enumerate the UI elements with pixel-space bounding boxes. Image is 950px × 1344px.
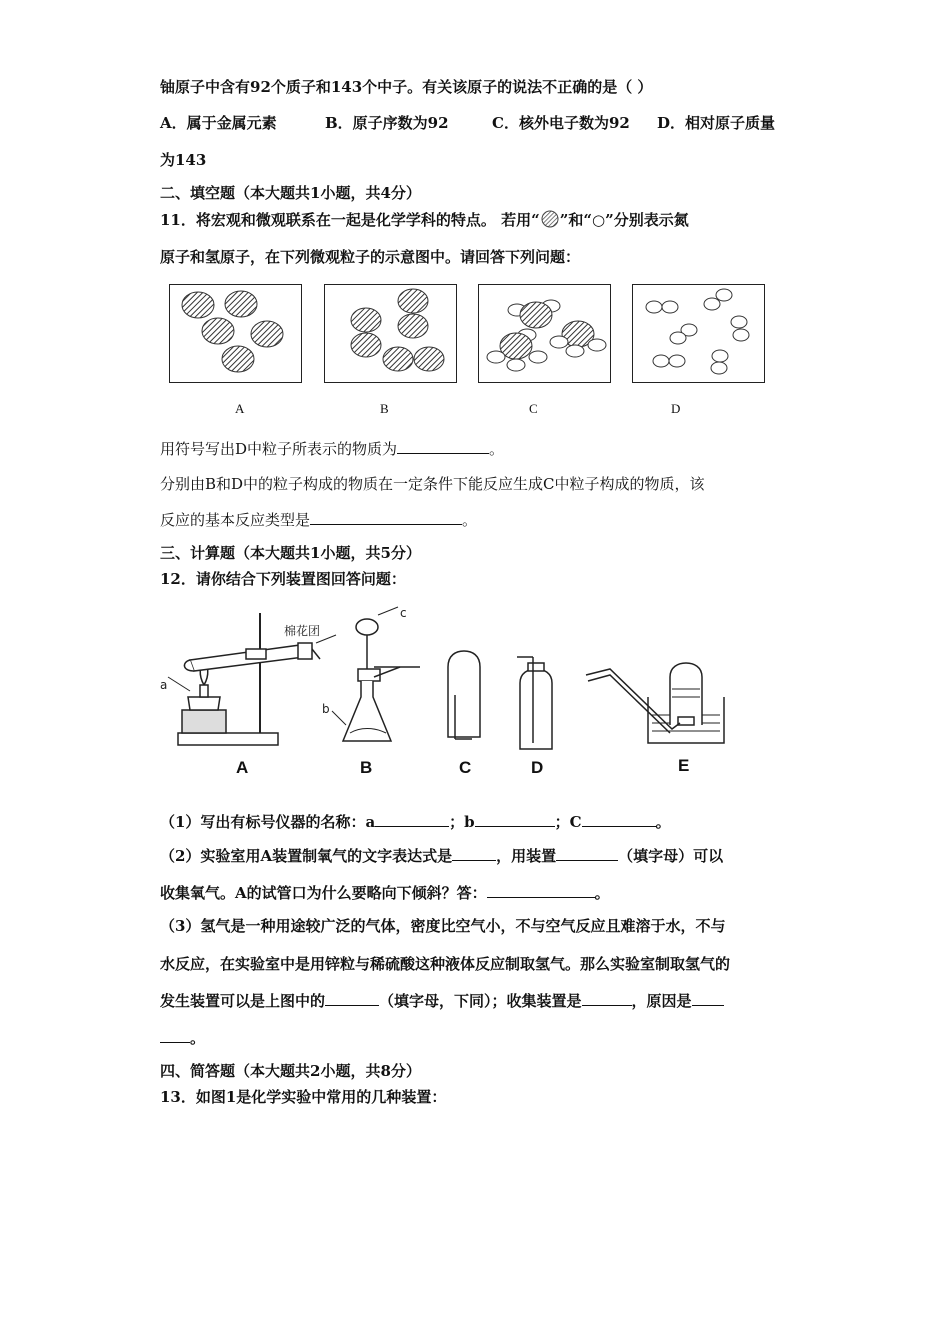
answer-blank-instrument-a[interactable] [375, 811, 449, 827]
q12-part2-line2-text: 收集氧气。A的试管口为什么要略向下倾斜？答： [160, 884, 487, 902]
q12-part2-line2-end: 。 [594, 884, 610, 902]
answer-blank-instrument-c[interactable] [582, 811, 656, 827]
q12-stem: 12．请你结合下列装置图回答问题： [160, 570, 406, 588]
q10-option-d-cont: 为143 [160, 151, 207, 169]
apparatus-label-d: D [531, 758, 544, 777]
q12-part1-text: （1）写出有标号仪器的名称：a [160, 813, 376, 831]
q12-part3-line4 [160, 1027, 205, 1048]
q11-stem-part2: ”和“○”分别表示氮 [559, 211, 689, 229]
section3-title: 三、计算题（本大题共1小题，共5分） [160, 544, 421, 562]
apparatus-b [332, 607, 420, 741]
ammonia-molecules-diagram [479, 285, 610, 382]
q11-ask1-end: 。 [489, 440, 505, 458]
apparatus-c [448, 651, 480, 739]
particle-panel-c [478, 284, 611, 383]
q12-part3-text-a: 发生装置可以是上图中的 [160, 992, 326, 1010]
apparatus-label-c: C [459, 758, 472, 777]
answer-blank-h2-generator[interactable] [325, 990, 379, 1006]
q12-part3-line2: 水反应，在实验室中是用锌粒与稀硫酸这种液体反应制取氢气。那么实验室制取氢气的 [160, 955, 731, 973]
answer-blank-instrument-b[interactable] [475, 811, 555, 827]
q12-part1-sep2: ；C [554, 813, 582, 831]
q12-part1 [160, 811, 671, 832]
particle-panel-d [632, 284, 765, 383]
apparatus-e [586, 663, 724, 743]
nitrogen-molecules-diagram [325, 285, 456, 382]
q12-part1-end: 。 [655, 813, 671, 831]
q11-ask2-line2 [160, 509, 477, 530]
q10-option-b: B．原子序数为92 [325, 114, 449, 132]
q11-ask1-text: 用符号写出D中粒子所表示的物质为 [160, 440, 398, 458]
q12-part3-line1: （3）氢气是一种用途较广泛的气体，密度比空气小，不与空气反应且难溶于水，不与 [160, 917, 726, 935]
q11-ask1 [160, 438, 504, 459]
panel-label-c: C [529, 401, 538, 416]
answer-blank-oxygen-expression[interactable] [452, 845, 496, 861]
q12-part3-end: 。 [190, 1029, 206, 1047]
q11-ask2-end: 。 [462, 511, 478, 529]
q10-stem: 铀原子中含有92个质子和143个中子。有关该原子的说法不正确的是（ ） [160, 78, 653, 96]
answer-blank-tilt-reason[interactable] [487, 882, 595, 898]
panel-label-b: B [380, 401, 389, 416]
section2-title: 二、填空题（本大题共1小题，共4分） [160, 184, 421, 202]
q12-part3-line3 [160, 990, 724, 1011]
q11-stem-line2: 原子和氢原子，在下列微观粒子的示意图中。请回答下列问题： [160, 248, 581, 266]
q12-part2-line1 [160, 845, 723, 866]
q13-stem: 13．如图1是化学实验中常用的几种装置： [160, 1088, 447, 1106]
answer-blank-collect-device[interactable] [556, 845, 618, 861]
q11-stem-line1 [160, 209, 689, 230]
q12-part2-mid: ，用装置 [496, 847, 557, 865]
lab-apparatus-diagram [160, 605, 780, 755]
q10-option-a: A．属于金属元素 [160, 114, 277, 132]
apparatus-label-a: A [236, 758, 249, 777]
q10-option-d: D．相对原子质量 [657, 114, 776, 132]
q12-part3-text-c: ，原因是 [631, 992, 692, 1010]
answer-blank-h2-collector[interactable] [582, 990, 632, 1006]
section4-title: 四、简答题（本大题共2小题，共8分） [160, 1062, 421, 1080]
q12-part2-text: （2）实验室用A装置制氧气的文字表达式是 [160, 847, 453, 865]
mark-a-label: a [160, 678, 168, 692]
answer-blank-h2-reason[interactable] [692, 990, 724, 1006]
apparatus-label-b: B [360, 758, 373, 777]
apparatus-d [517, 657, 552, 749]
q11-stem-part1: 11．将宏观和微观联系在一起是化学学科的特点。 若用“ [160, 211, 540, 229]
hydrogen-molecules-diagram [633, 285, 764, 382]
q12-part2-line2 [160, 882, 610, 903]
apparatus-label-e: E [678, 756, 690, 775]
q12-part1-sep1: ；b [449, 813, 475, 831]
mark-b-label: b [322, 702, 330, 716]
answer-blank-d-substance[interactable] [397, 438, 489, 454]
q11-ask2-line1: 分别由B和D中的粒子构成的物质在一定条件下能反应生成C中粒子构成的物质，该 [160, 475, 705, 493]
q12-part2-end: （填字母）可以 [618, 847, 724, 865]
answer-blank-h2-reason-cont[interactable] [160, 1027, 190, 1043]
particle-panel-a [169, 284, 302, 383]
panel-label-d: D [671, 401, 681, 416]
panel-label-a: A [235, 401, 245, 416]
q12-part3-text-b: （填字母，下同）；收集装置是 [379, 992, 582, 1010]
q10-option-c: C．核外电子数为92 [492, 114, 630, 132]
answer-blank-reaction-type[interactable] [310, 509, 462, 525]
nitrogen-atom-icon [540, 209, 560, 229]
nitrogen-atoms-diagram [170, 285, 301, 382]
cotton-label: 棉花团 [284, 624, 321, 638]
q11-ask2-text: 反应的基本反应类型是 [160, 511, 311, 529]
mark-c-label: c [400, 606, 407, 620]
particle-panel-b [324, 284, 457, 383]
